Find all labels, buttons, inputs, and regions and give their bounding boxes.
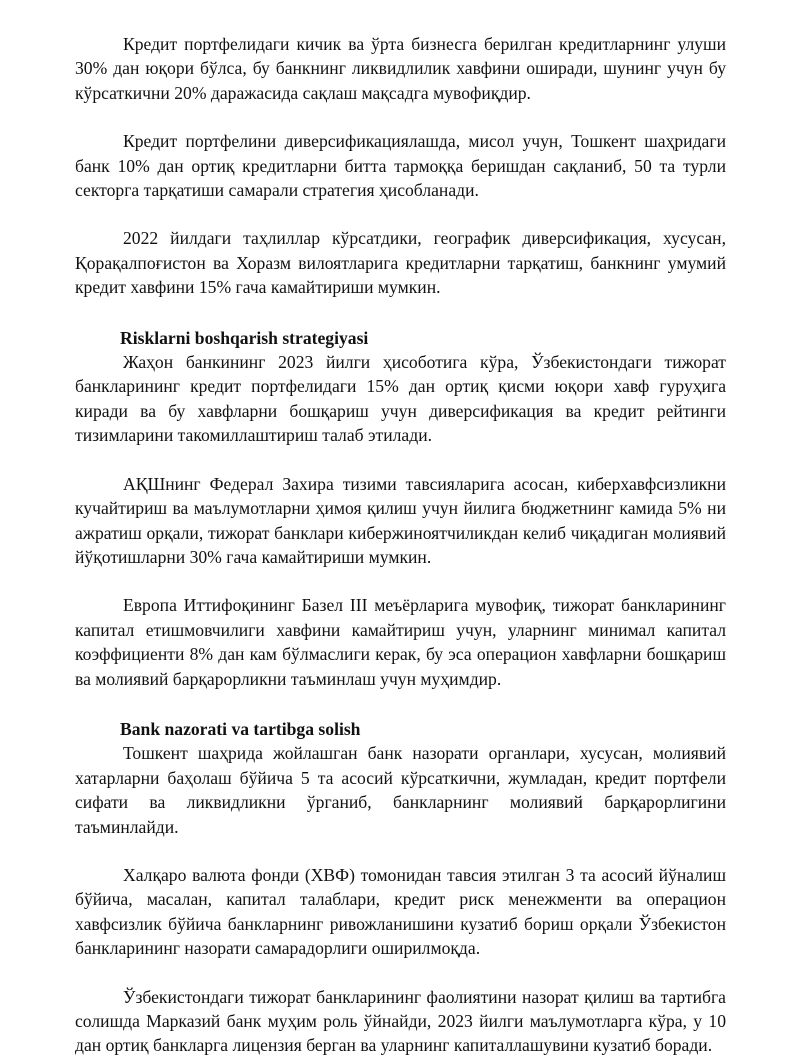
paragraph: 2022 йилдаги таҳлиллар кўрсатдики, географик диверсификация, хусусан, Қорақалпоғистон ва Хоразм вилоятларига кредитларни тарқатиш, банкнинг умумий кредит хавфини 15% гача камайтириши мумкин. [75, 228, 726, 298]
paragraph: Кредит портфелини диверсификациялашда, мисол учун, Тошкент шаҳридаги банк 10% дан ортиқ кредитларни битта тармоққа беришдан сақланиб, 50 та турли секторга тарқатиши самарали стратегия ҳисобланади. [75, 131, 726, 201]
paragraph: Жаҳон банкининг 2023 йилги ҳисоботига кўра, Ўзбекистондаги тижорат банкларининг кредит портфелидаги 15% дан ортиқ қисми юқори хавф гуруҳига киради ва бу хавфларни бошқариш учун диверсификация ва кредит рейтинги тизимларини такомиллаштириш талаб этилади. [75, 352, 726, 446]
paragraph: Тошкент шаҳрида жойлашган банк назорати органлари, хусусан, молиявий хатарларни баҳолаш бўйича 5 та асосий кўрсаткични, жумладан, кредит портфели сифати ва ликвидликни ўрганиб, банкларнинг молиявий барқарорлигини таъминлайди. [75, 743, 726, 837]
paragraph: Халқаро валюта фонди (ХВФ) томонидан тавсия этилган 3 та асосий йўналиш бўйича, масалан, капитал талаблари, кредит риск менежменти ва операцион хавфсизлик бўйича банкларнинг ривожланишини кузатиб бориш орқали Ўзбекистон банкларининг назорати самарадорлиги оширилмоқда. [75, 864, 726, 959]
section-heading: Bank nazorati va tartibga solish [120, 718, 361, 739]
section-heading: Risklarni boshqarish strategiyasi [120, 327, 369, 348]
paragraph: Кредит портфелидаги кичик ва ўрта бизнесга берилган кредитларнинг улуши 30% дан юқори бўлса, бу банкнинг ликвидлилик хавфини оширади, шунинг учун бу кўрсаткични 20% даражасида сақлаш мақсадга мувофиқдир. [75, 34, 726, 103]
paragraph: Европа Иттифоқининг Базел III меъёрларига мувофиқ, тижорат банкларининг капитал етишмовчилиги хавфини камайтириш учун, уларнинг минимал капитал коэффициенти 8% дан кам бўлмаслиги керак, бу эса операцион хавфларни бошқариш ва молиявий барқарорликни таъминлаш учун муҳимдир. [75, 595, 726, 689]
paragraph: АҚШнинг Федерал Захира тизими тавсияларига асосан, киберхавфсизликни кучайтириш ва маълумотларни ҳимоя қилиш учун йилига бюджетнинг камида 5% ни ажратиш орқали, тижорат банклари кибержиноятчиликдан келиб чиқадиган молиявий йўқотишларни 30% гача камайтириши мумкин. [75, 473, 726, 567]
paragraph: Ўзбекистондаги тижорат банкларининг фаолиятини назорат қилиш ва тартибга солишда Марказий банк муҳим роль ўйнайди, 2023 йилги маълумотларга кўра, у 10 дан ортиқ банкларга лицензия берган ва уларнинг капиталлашувини кузатиб боради. [75, 986, 726, 1056]
